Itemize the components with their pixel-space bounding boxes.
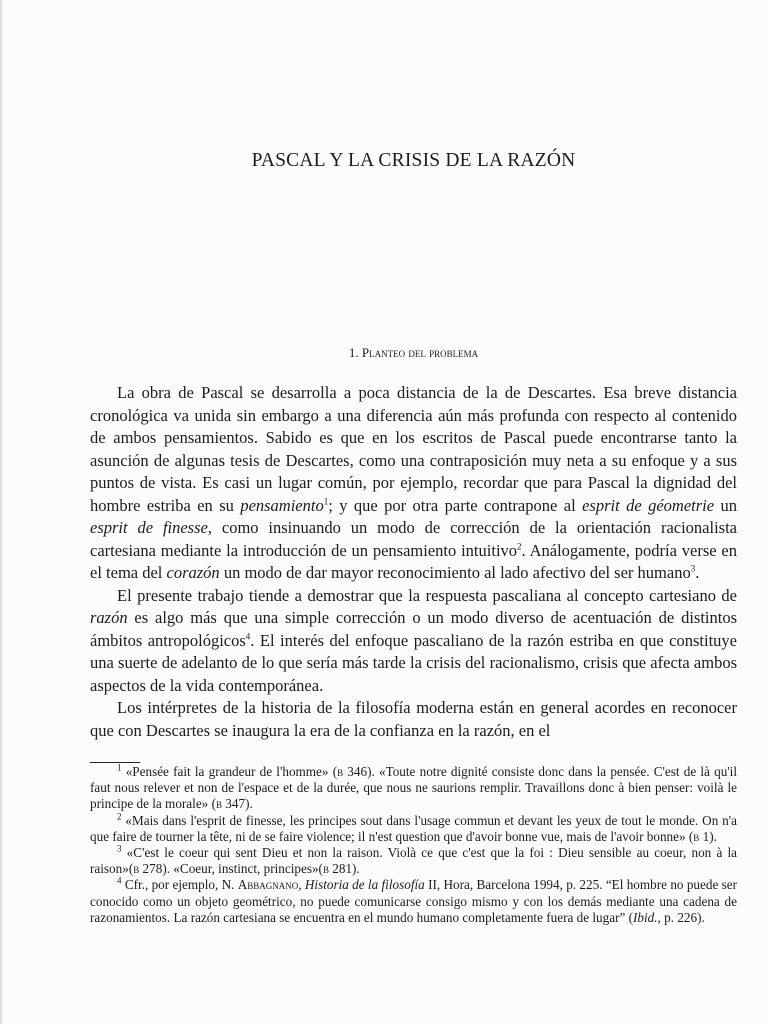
italic-term: Ibid. bbox=[633, 909, 658, 925]
section-heading-text: Planteo del problema bbox=[361, 345, 479, 360]
italic-term: pensamiento bbox=[240, 495, 324, 515]
page-title: PASCAL Y LA CRISIS DE LA RAZÓN bbox=[251, 150, 576, 171]
text-run: es algo más que una simple corrección o un modo diverso de acentuación de distintos ámbitos antropológicos bbox=[90, 608, 737, 650]
text-run: «C'est le coeur qui sent Dieu et non la raison. Violà ce que c'est que la foi : Dieu sensible au coeur, non à la raison»( bbox=[90, 845, 737, 877]
footnote-1 bbox=[90, 764, 737, 813]
text-run: , p. 226). bbox=[657, 909, 705, 925]
text-run: ; y que por otra parte contrapone al bbox=[328, 495, 583, 515]
footnote-ref[interactable]: 2 bbox=[517, 541, 522, 551]
text-run: , como insinuando un modo de corrección de la orientación racionalista cartesiana mediante la introducción de un pensamiento intuitivo bbox=[90, 518, 737, 560]
text-run: «Mais dans l'esprit de finesse, les principes sout dans l'usage commun et devant les yeux de tout le monde. On n'a que faire de tourner la tête, ni de se faire violence; il n'est question que d'avoir bonne vue, mais de l'avoir bonne» ( bbox=[90, 812, 737, 844]
text-run: 346). «Toute notre dignité consiste donc dans la pensée. C'est de là qu'il faut nous relever et non de l'espace et de la durée, que nous ne saurions remplir. Travaillons donc à bien penser: voilà le principe de la morale» ( bbox=[90, 764, 737, 812]
footnote-2 bbox=[90, 813, 737, 845]
text-run: . bbox=[695, 563, 700, 582]
footnote-number: 4 bbox=[117, 876, 122, 887]
text-run: 278). «Coeur, instinct, principes»( bbox=[139, 861, 323, 877]
text-run: b bbox=[215, 796, 222, 812]
paragraph-3 bbox=[90, 697, 737, 742]
text-run: La obra de Pascal se desarrolla a poca distancia de la de Descartes. Esa breve distancia cronológica va unida sin embargo a una diferencia aún más profunda con respecto al contenido de ambos pensamientos. Sabido es que en los escritos de Pascal puede encontrarse tanto la asunción de algunas tesis de Descartes, como una contraposición muy neta a su enfoque y a sus puntos de vista. Es casi un lugar común, por ejemplo, recordar que para Pascal la dignidad del hombre estriba en su bbox=[90, 383, 737, 515]
footnote-number: 1 bbox=[117, 762, 122, 773]
text-run: Cfr., por ejemplo, N. bbox=[121, 877, 238, 893]
footnote-ref[interactable]: 4 bbox=[245, 631, 251, 641]
text-run: b bbox=[337, 764, 344, 779]
text-run: «Pensée fait la grandeur de l'homme» ( bbox=[121, 764, 338, 779]
text-run: II, Hora, Barcelona 1994, p. 225. “El hombre no puede ser conocido como un objeto geométrico, no puede comunicarse consigo mismo y con los demás mediante una cadena de razonamientos. La razón cartesiana se encuentra en el mundo humano completamente fuera de lugar” ( bbox=[90, 877, 738, 925]
footnote-ref[interactable]: 3 bbox=[690, 563, 696, 574]
text-run: b bbox=[693, 828, 700, 844]
text-run: un bbox=[714, 495, 737, 515]
text-run: Los intérpretes de la historia de la filosofía moderna están en general acordes en reconocer que con Descartes se inaugura la era de la confianza en la razón, en el bbox=[90, 698, 737, 740]
italic-term: razón bbox=[90, 608, 128, 627]
paragraph-2 bbox=[90, 585, 737, 698]
text-run: El presente trabajo tiende a demostrar que la respuesta pascaliana al concepto cartesiano de bbox=[117, 585, 737, 605]
footnote-separator bbox=[90, 762, 140, 763]
italic-term: esprit de finesse bbox=[90, 518, 208, 537]
text-run: b bbox=[322, 861, 329, 877]
text-run: Abbagnano bbox=[237, 877, 299, 893]
footnote-3 bbox=[90, 845, 737, 877]
text-run: un modo de dar mayor reconocimiento al lado afectivo del ser humano bbox=[219, 563, 691, 582]
text-run: 1). bbox=[699, 828, 717, 844]
body-text bbox=[90, 382, 737, 742]
footnote-number: 2 bbox=[117, 811, 122, 822]
text-run: . El interés del enfoque pascaliano de la razón estriba en que constituye una suerte de adelanto de lo que sería más tarde la crisis del racionalismo, crisis que afecta ambos aspectos de la vida contemporánea. bbox=[90, 630, 737, 695]
text-run: 281). bbox=[328, 861, 360, 877]
italic-title: Historia de la filosofía bbox=[304, 877, 425, 893]
italic-term: esprit de géometrie bbox=[582, 495, 715, 515]
section-number: 1. bbox=[348, 345, 359, 360]
text-run: b bbox=[133, 861, 140, 877]
footnotes bbox=[90, 764, 737, 926]
text-run: 347). bbox=[221, 796, 253, 812]
scan-edge-shadow bbox=[0, 0, 3, 1024]
italic-term: corazón bbox=[166, 563, 220, 582]
footnote-number: 3 bbox=[117, 843, 122, 854]
footnote-ref[interactable]: 1 bbox=[323, 496, 329, 506]
paragraph-1 bbox=[90, 382, 737, 585]
text-run: . Análogamente, podría verse en el tema del bbox=[90, 540, 737, 582]
text-run: , bbox=[298, 877, 305, 893]
section-heading bbox=[90, 345, 737, 361]
footnote-4 bbox=[90, 877, 737, 926]
